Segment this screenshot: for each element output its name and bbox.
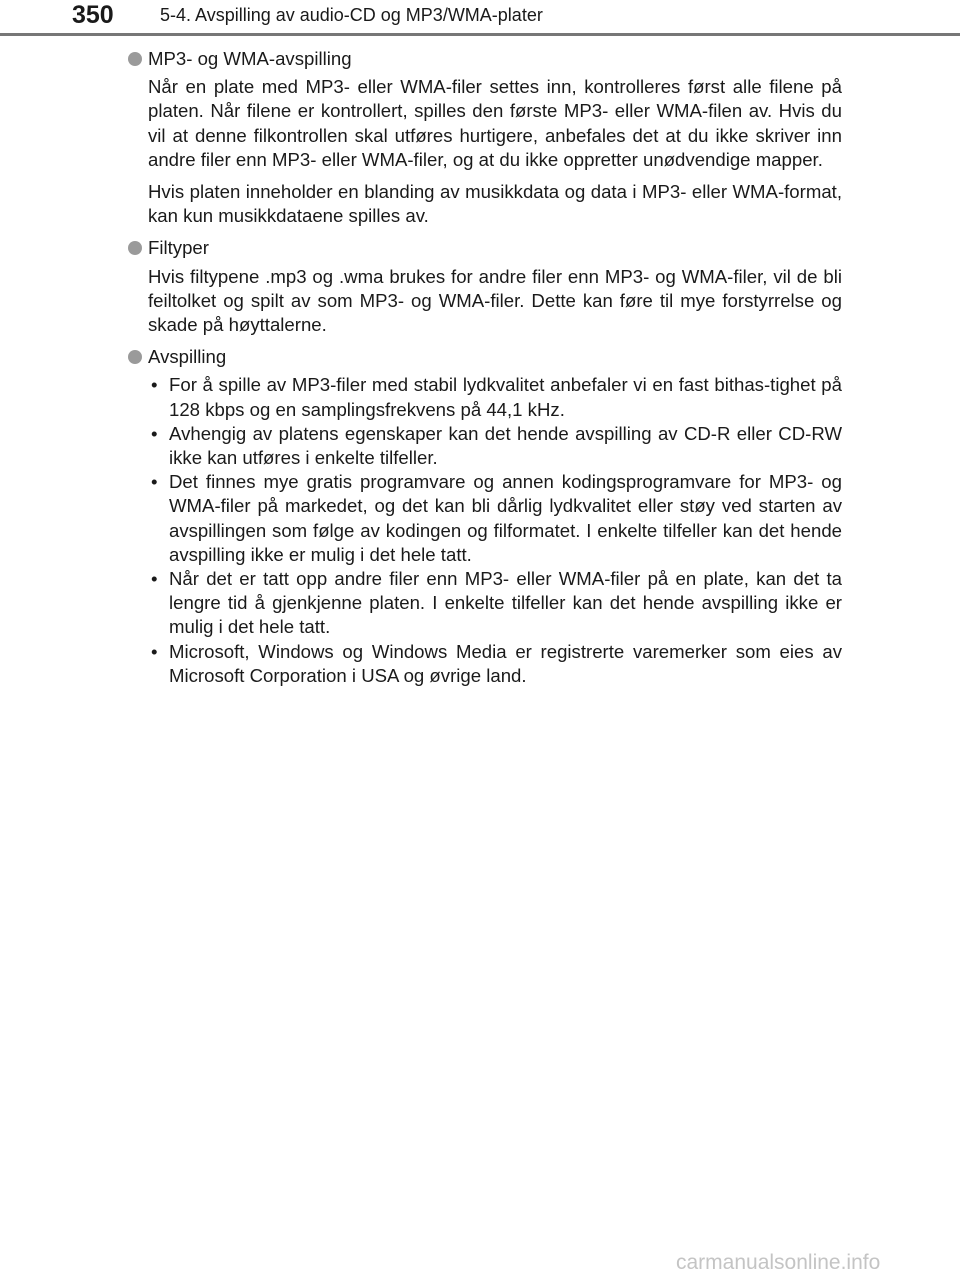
section-mp3-wma-playback [128, 47, 842, 228]
list-item-text: Avhengig av platens egenskaper kan det hende avspilling av CD-R eller CD-RW ikke kan utføres i enkelte tilfeller. [169, 422, 842, 469]
list-item-text: Microsoft, Windows og Windows Media er registrerte varemerker som eies av Microsoft Corporation i USA og øvrige land. [169, 640, 842, 686]
list-bullet: • [151, 422, 158, 444]
section-heading [128, 47, 842, 71]
list-item [148, 470, 842, 567]
section-playback [128, 345, 842, 688]
page-content [128, 47, 842, 688]
playback-notes-list [148, 373, 842, 688]
paragraph: Når en plate med MP3- eller WMA-filer settes inn, kontrolleres først alle filene på platen. Når filene er kontrollert, spilles den første MP3- eller WMA-filen av. Hvis du vil at denne filkontrollen skal utføres hurtigere, anbefales det at du ikke skriver inn andre filer enn MP3- eller WMA-filer, og at du ikke oppretter unødvendige mapper. [148, 76, 842, 170]
list-item [148, 373, 842, 421]
list-item-text: Når det er tatt opp andre filer enn MP3- eller WMA-filer på en plate, kan det ta lengre tid å gjenkjenne platen. I enkelte tilfeller kan det hende avspilling ikke er mulig i det hele tatt. [169, 568, 842, 638]
section-heading [128, 236, 842, 260]
list-item-text: For å spille av MP3-filer med stabil lydkvalitet anbefaler vi en fast bithas-tighet på 128 kbps og en samplingsfrekvens på 44,1 kHz. [169, 374, 842, 420]
section-heading-text: Filtyper [148, 237, 209, 259]
list-bullet: • [151, 374, 158, 396]
paragraph: Hvis platen inneholder en blanding av musikkdata og data i MP3- eller WMA-format, kan kun musikkdataene spilles av. [148, 181, 842, 227]
watermark-text: carmanualsonline.info [676, 1251, 881, 1274]
paragraph: Hvis filtypene .mp3 og .wma brukes for andre filer enn MP3- og WMA-filer, vil de bli feiltolket og spilt av som MP3- og WMA-filer. Dette kan føre til mye forstyrrelse og skade på høyttalerne. [148, 265, 842, 336]
list-item [148, 640, 842, 688]
list-item-text: Det finnes mye gratis programvare og annen kodingsprogramvare for MP3- og WMA-filer på markedet, og det kan bli dårlig lydkvalitet eller støy ved starten av avspillingen som følge av kodingen og filformatet. I enkelte tilfeller kan det hende avspilling ikke er mulig i det hele tatt. [169, 471, 842, 565]
chapter-title: 5-4. Avspilling av audio-CD og MP3/WMA-plater [160, 5, 543, 25]
section-file-types [128, 236, 842, 337]
list-bullet: • [151, 568, 158, 590]
bullet-dot-icon [128, 241, 142, 255]
list-bullet: • [151, 471, 158, 493]
list-bullet: • [151, 640, 158, 662]
page-number: 350 [72, 1, 114, 29]
bullet-dot-icon [128, 52, 142, 66]
list-item [148, 422, 842, 470]
list-item [148, 567, 842, 640]
section-heading-text: MP3- og WMA-avspilling [148, 48, 352, 69]
page-header [0, 0, 960, 40]
section-heading [128, 345, 842, 369]
bullet-dot-icon [128, 350, 142, 364]
section-heading-text: Avspilling [148, 346, 227, 368]
header-divider [0, 33, 960, 36]
